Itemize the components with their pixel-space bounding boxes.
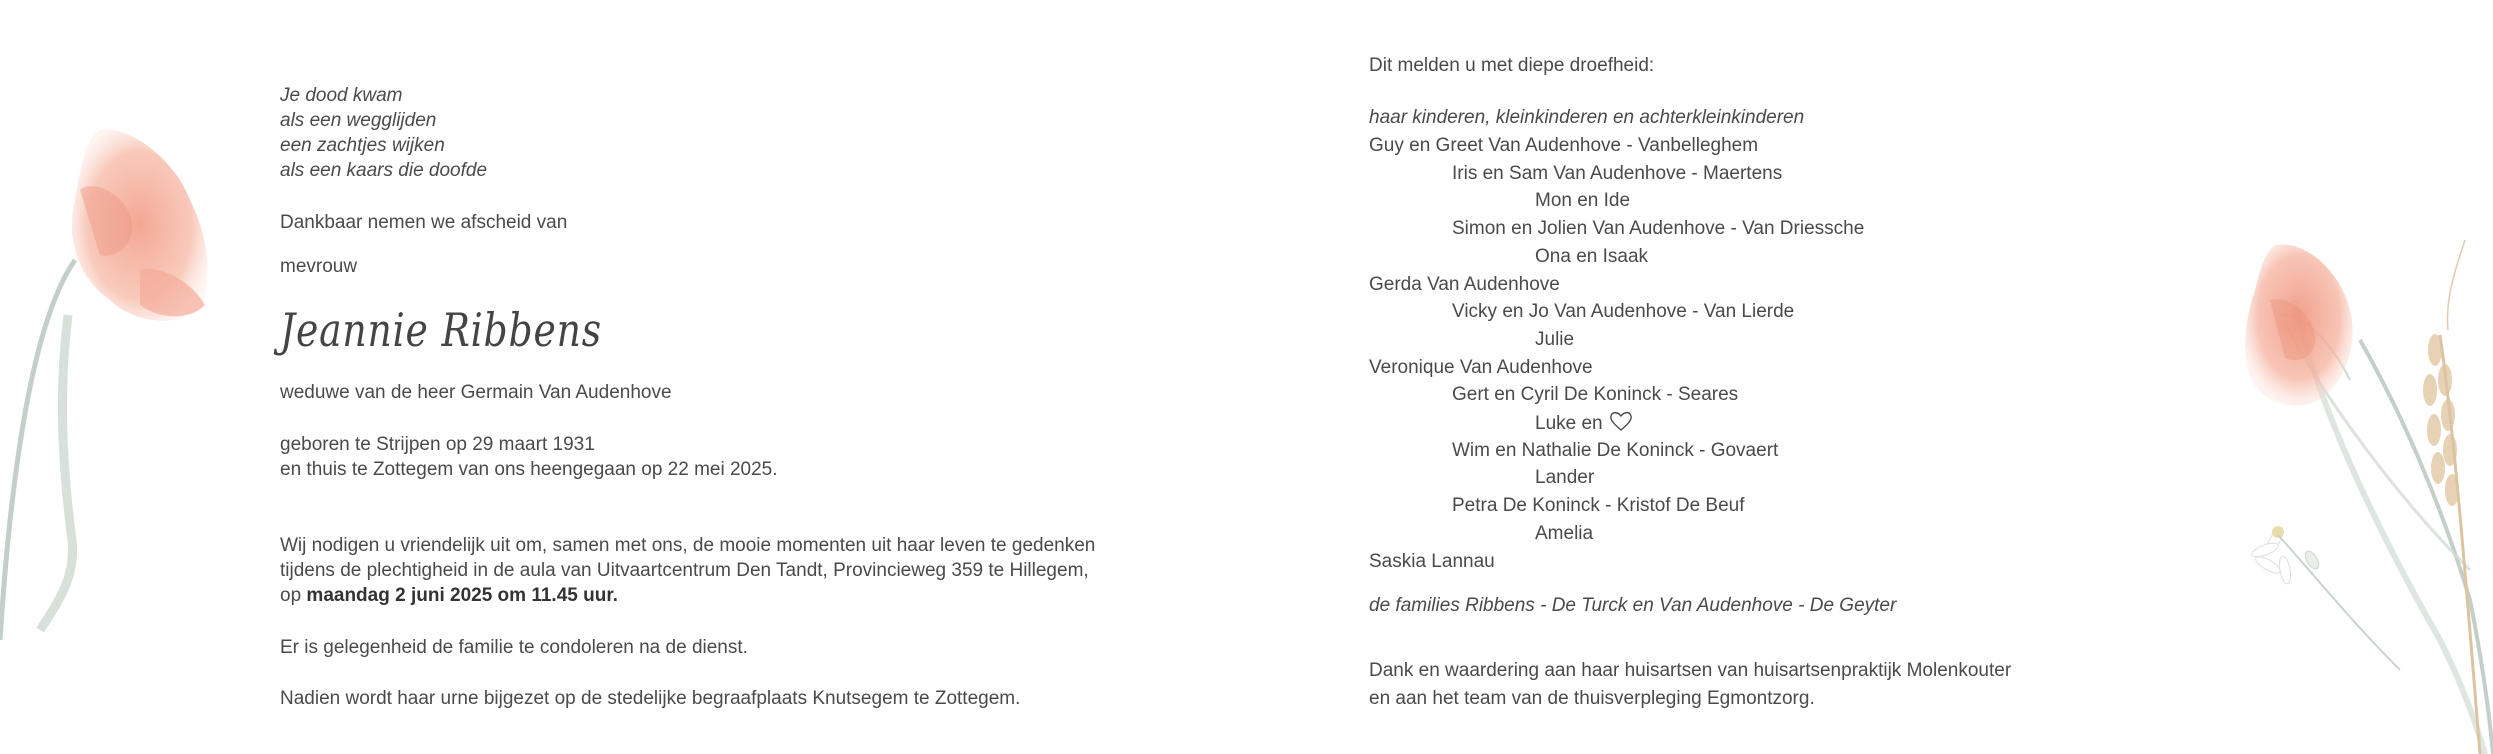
poppy-illustration-left <box>0 120 230 640</box>
thanks-line-2: en aan het team van de thuisverpleging Egmontzorg. <box>1369 688 1815 709</box>
birth-text: geboren te Strijpen op 29 maart 1931 <box>280 434 595 455</box>
poem-line-2: als een wegglijden <box>280 110 437 131</box>
burial-text: Nadien wordt haar urne bijgezet op de stedelijke begraafplaats Knutsegem te Zottegem. <box>280 688 1021 709</box>
family-member-name: Luke en <box>1535 413 1603 434</box>
poem-line-3: een zachtjes wijken <box>280 135 445 156</box>
family-member-name: Iris en Sam Van Audenhove - Maertens <box>1452 163 1783 184</box>
family-member-name: Wim en Nathalie De Koninck - Govaert <box>1452 440 1779 461</box>
family-member-name: Lander <box>1535 467 1595 488</box>
family-member-row <box>1369 355 1593 380</box>
family-member-name: Simon en Jolien Van Audenhove - Van Driessche <box>1452 218 1865 239</box>
farewell-text: Dankbaar nemen we afscheid van <box>280 212 568 233</box>
thanks-line-1: Dank en waardering aan haar huisartsen van huisartsenpraktijk Molenkouter <box>1369 660 2012 681</box>
family-member-name: Vicky en Jo Van Audenhove - Van Lierde <box>1452 301 1795 322</box>
family-member-name: Gert en Cyril De Koninck - Seares <box>1452 384 1739 405</box>
poppy-wheat-daisy-illustration-right <box>2240 240 2493 754</box>
family-member-row <box>1452 216 1864 241</box>
families-line: de families Ribbens - De Turck en Van Audenhove - De Geyter <box>1369 595 1897 616</box>
poem-line-4: als een kaars die doofde <box>280 160 488 181</box>
family-member-row <box>1452 299 1794 324</box>
family-member-name: Julie <box>1535 329 1575 350</box>
family-member-row <box>1452 161 1782 186</box>
family-member-name: Ona en Isaak <box>1535 246 1649 267</box>
family-member-name: Saskia Lannau <box>1369 551 1495 572</box>
family-member-name: Amelia <box>1535 523 1594 544</box>
death-text: en thuis te Zottegem van ons heengegaan op 22 mei 2025. <box>280 459 778 480</box>
widow-text: weduwe van de heer Germain Van Audenhove <box>280 382 672 403</box>
family-member-name: Veronique Van Audenhove <box>1369 357 1593 378</box>
invitation-line-2: tijdens de plechtigheid in de aula van Uitvaartcentrum Den Tandt, Provincieweg 359 te Hillegem, <box>280 560 1089 581</box>
ceremony-datetime: maandag 2 juni 2025 om 11.45 uur. <box>306 585 618 606</box>
heart-outline-icon <box>1609 410 1633 439</box>
family-member-row <box>1535 188 1630 213</box>
family-member-row <box>1452 493 1745 518</box>
family-member-name: Gerda Van Audenhove <box>1369 274 1560 295</box>
family-member-row <box>1369 549 1495 574</box>
family-member-row <box>1535 521 1593 546</box>
family-member-row <box>1535 465 1594 490</box>
deceased-name: Jeannie Ribbens <box>280 303 602 357</box>
family-member-name: Guy en Greet Van Audenhove - Vanbelleghem <box>1369 135 1759 156</box>
family-member-row <box>1535 410 1633 439</box>
honorific: mevrouw <box>280 256 358 277</box>
family-heading: haar kinderen, kleinkinderen en achterkleinkinderen <box>1369 107 1805 128</box>
family-member-name: Mon en Ide <box>1535 190 1631 211</box>
family-member-row <box>1369 133 1758 158</box>
family-member-name: Petra De Koninck - Kristof De Beuf <box>1452 495 1745 516</box>
family-member-row <box>1452 382 1738 407</box>
family-member-row <box>1535 244 1648 269</box>
announcement-intro: Dit melden u met diepe droefheid: <box>1369 55 1655 76</box>
invitation-prefix: op <box>280 585 307 606</box>
invitation-line-3 <box>280 583 618 608</box>
family-member-row <box>1369 272 1560 297</box>
invitation-line-1: Wij nodigen u vriendelijk uit om, samen met ons, de mooie momenten uit haar leven te gedenken <box>280 535 1096 556</box>
poem-line-1: Je dood kwam <box>280 85 403 106</box>
family-member-row <box>1452 438 1778 463</box>
family-member-row <box>1535 327 1574 352</box>
condolence-text: Er is gelegenheid de familie te condoleren na de dienst. <box>280 637 748 658</box>
